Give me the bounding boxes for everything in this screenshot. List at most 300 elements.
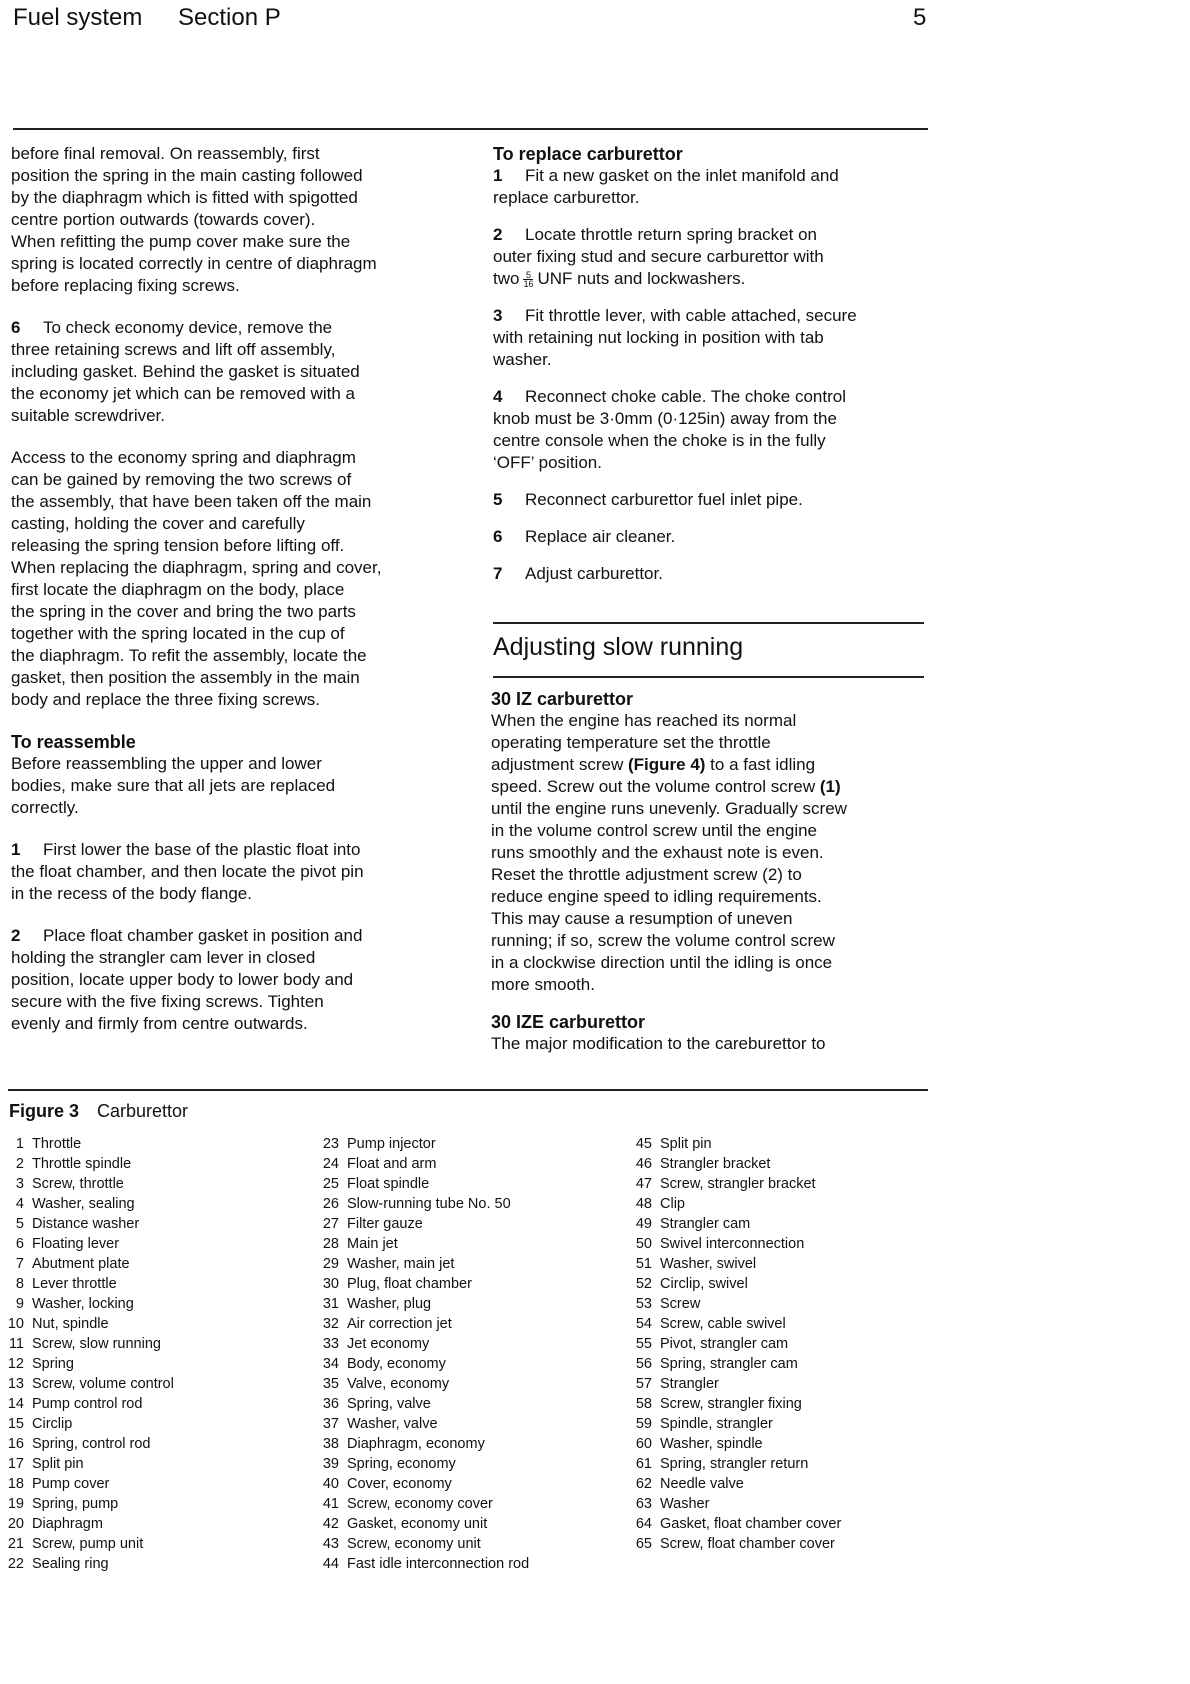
paragraph bbox=[493, 526, 923, 548]
part-number: 34 bbox=[322, 1356, 339, 1372]
text-segment: centre portion outwards (towards cover). bbox=[11, 210, 316, 229]
text-segment: Place float chamber gasket in position and bbox=[43, 926, 363, 945]
text-segment: adjustment screw bbox=[491, 755, 628, 774]
part-name: Washer, spindle bbox=[660, 1436, 763, 1452]
subheading: To reassemble bbox=[11, 732, 136, 752]
part-name: Spring, pump bbox=[32, 1496, 119, 1512]
part-name: Sealing ring bbox=[32, 1556, 109, 1572]
part-number: 38 bbox=[322, 1436, 339, 1452]
text-line bbox=[11, 317, 461, 339]
page-number: 5 bbox=[913, 4, 927, 31]
part-number: 41 bbox=[322, 1496, 339, 1512]
text-segment: operating temperature set the throttle bbox=[491, 733, 771, 752]
text-line bbox=[11, 753, 461, 775]
part-number: 16 bbox=[7, 1436, 24, 1452]
text-line bbox=[11, 557, 461, 579]
text-line bbox=[11, 165, 461, 187]
text-segment: (Figure 4) bbox=[628, 755, 706, 774]
parts-list-item bbox=[315, 1294, 529, 1314]
part-name: Washer, swivel bbox=[660, 1256, 757, 1272]
text-segment: knob must be 3·0mm (0·125in) away from the bbox=[493, 409, 837, 428]
part-number: 57 bbox=[635, 1376, 652, 1392]
part-name: Split pin bbox=[660, 1136, 712, 1152]
step-number: 1 bbox=[11, 840, 21, 859]
text-segment: two bbox=[493, 269, 520, 288]
part-number: 19 bbox=[7, 1496, 24, 1512]
parts-list-item bbox=[628, 1214, 841, 1234]
parts-list-item bbox=[0, 1194, 174, 1214]
part-number: 39 bbox=[322, 1456, 339, 1472]
text-line bbox=[491, 754, 923, 776]
part-number: 6 bbox=[15, 1236, 24, 1252]
parts-list-item bbox=[315, 1454, 529, 1474]
part-name: Lever throttle bbox=[32, 1276, 117, 1292]
parts-list-column-3 bbox=[628, 1134, 841, 1554]
part-name: Pump injector bbox=[347, 1136, 436, 1152]
fraction bbox=[523, 271, 533, 288]
part-name: Washer, valve bbox=[347, 1416, 438, 1432]
parts-list-item bbox=[315, 1434, 529, 1454]
text-segment: to a fast idling bbox=[705, 755, 816, 774]
part-name: Washer, locking bbox=[32, 1296, 134, 1312]
paragraph bbox=[493, 563, 923, 585]
section-rule-bottom bbox=[493, 676, 924, 678]
parts-list-item bbox=[0, 1314, 174, 1334]
paragraph bbox=[491, 688, 923, 996]
parts-list-item bbox=[628, 1314, 841, 1334]
part-name: Strangler cam bbox=[660, 1216, 751, 1232]
text-line bbox=[11, 143, 461, 165]
parts-list-item bbox=[0, 1414, 174, 1434]
part-number: 23 bbox=[322, 1136, 339, 1152]
text-segment: body and replace the three fixing screws. bbox=[11, 690, 321, 709]
parts-list-item bbox=[628, 1394, 841, 1414]
part-name: Circlip bbox=[32, 1416, 73, 1432]
text-line bbox=[11, 667, 461, 689]
part-number: 47 bbox=[635, 1176, 652, 1192]
text-line bbox=[11, 861, 461, 883]
text-segment: first locate the diaphragm on the body, place bbox=[11, 580, 345, 599]
text-segment: correctly. bbox=[11, 798, 79, 817]
parts-list-item bbox=[315, 1214, 529, 1234]
text-segment: until the engine runs unevenly. Gradually screw bbox=[491, 799, 847, 818]
text-line bbox=[11, 361, 461, 383]
parts-list-item bbox=[0, 1214, 174, 1234]
part-number: 51 bbox=[635, 1256, 652, 1272]
parts-list-item bbox=[0, 1554, 174, 1574]
paragraph bbox=[11, 925, 461, 1035]
text-segment: holding the strangler cam lever in closed bbox=[11, 948, 316, 967]
parts-list-item bbox=[315, 1414, 529, 1434]
text-line bbox=[493, 349, 923, 371]
parts-list-item bbox=[628, 1274, 841, 1294]
parts-list-item bbox=[0, 1134, 174, 1154]
part-name: Screw, strangler fixing bbox=[660, 1396, 802, 1412]
part-name: Spring, strangler cam bbox=[660, 1356, 798, 1372]
text-line bbox=[493, 187, 923, 209]
part-number: 13 bbox=[7, 1376, 24, 1392]
part-name: Screw, slow running bbox=[32, 1336, 161, 1352]
parts-list-item bbox=[0, 1334, 174, 1354]
part-number: 7 bbox=[15, 1256, 24, 1272]
part-name: Screw, float chamber cover bbox=[660, 1536, 835, 1552]
part-number: 9 bbox=[15, 1296, 24, 1312]
part-name: Pump cover bbox=[32, 1476, 110, 1492]
parts-list-item bbox=[315, 1474, 529, 1494]
text-segment: Reconnect carburettor fuel inlet pipe. bbox=[525, 490, 803, 509]
text-segment: Reconnect choke cable. The choke control bbox=[525, 387, 846, 406]
text-segment: runs smoothly and the exhaust note is even. bbox=[491, 843, 824, 862]
part-name: Washer, sealing bbox=[32, 1196, 135, 1212]
parts-list-item bbox=[315, 1154, 529, 1174]
part-name: Pivot, strangler cam bbox=[660, 1336, 789, 1352]
text-segment: more smooth. bbox=[491, 975, 595, 994]
parts-list-item bbox=[628, 1414, 841, 1434]
text-segment: This may cause a resumption of uneven bbox=[491, 909, 793, 928]
paragraph bbox=[493, 489, 923, 511]
text-line bbox=[491, 710, 923, 732]
text-segment: evenly and firmly from centre outwards. bbox=[11, 1014, 308, 1033]
parts-list-item bbox=[628, 1374, 841, 1394]
text-line bbox=[11, 883, 461, 905]
part-name: Diaphragm, economy bbox=[347, 1436, 485, 1452]
text-segment: the assembly, that have been taken off the main bbox=[11, 492, 372, 511]
text-segment: including gasket. Behind the gasket is situated bbox=[11, 362, 360, 381]
part-name: Floating lever bbox=[32, 1236, 120, 1252]
parts-list-item bbox=[0, 1454, 174, 1474]
part-number: 54 bbox=[635, 1316, 652, 1332]
text-segment: position the spring in the main casting followed bbox=[11, 166, 363, 185]
part-name: Body, economy bbox=[347, 1356, 446, 1372]
text-segment: the diaphragm. To refit the assembly, locate the bbox=[11, 646, 367, 665]
text-segment: three retaining screws and lift off assembly, bbox=[11, 340, 336, 359]
part-number: 62 bbox=[635, 1476, 652, 1492]
part-number: 28 bbox=[322, 1236, 339, 1252]
part-name: Throttle spindle bbox=[32, 1156, 132, 1172]
parts-list-item bbox=[0, 1514, 174, 1534]
text-line bbox=[11, 513, 461, 535]
paragraph bbox=[493, 143, 923, 209]
text-segment: Before reassembling the upper and lower bbox=[11, 754, 322, 773]
parts-list-item bbox=[628, 1454, 841, 1474]
part-name: Swivel interconnection bbox=[660, 1236, 805, 1252]
step-number: 3 bbox=[493, 306, 503, 325]
parts-list-item bbox=[628, 1134, 841, 1154]
paragraph bbox=[493, 386, 923, 474]
part-number: 26 bbox=[322, 1196, 339, 1212]
part-name: Screw, cable swivel bbox=[660, 1316, 786, 1332]
step-number: 7 bbox=[493, 564, 503, 583]
parts-list-item bbox=[628, 1154, 841, 1174]
text-line bbox=[491, 732, 923, 754]
text-segment: The major modification to the careburettor to bbox=[491, 1034, 826, 1053]
parts-list-item bbox=[628, 1174, 841, 1194]
text-line bbox=[11, 797, 461, 819]
text-segment: before replacing fixing screws. bbox=[11, 276, 240, 295]
part-name: Air correction jet bbox=[347, 1316, 452, 1332]
parts-list-item bbox=[315, 1274, 529, 1294]
parts-list-item bbox=[315, 1254, 529, 1274]
text-segment: When replacing the diaphragm, spring and cover, bbox=[11, 558, 382, 577]
part-number: 24 bbox=[322, 1156, 339, 1172]
part-name: Abutment plate bbox=[32, 1256, 130, 1272]
parts-list-item bbox=[628, 1514, 841, 1534]
part-number: 22 bbox=[7, 1556, 24, 1572]
parts-list-item bbox=[315, 1374, 529, 1394]
right-column bbox=[493, 143, 923, 600]
part-name: Slow-running tube No. 50 bbox=[347, 1196, 511, 1212]
part-number: 53 bbox=[635, 1296, 652, 1312]
text-line bbox=[493, 224, 923, 246]
step-number: 2 bbox=[11, 926, 21, 945]
text-line bbox=[11, 839, 461, 861]
text-segment: casting, holding the cover and carefully bbox=[11, 514, 305, 533]
part-number: 48 bbox=[635, 1196, 652, 1212]
right-column-continued bbox=[491, 688, 923, 1070]
text-line bbox=[11, 253, 461, 275]
part-name: Spring, strangler return bbox=[660, 1456, 809, 1472]
part-name: Circlip, swivel bbox=[660, 1276, 748, 1292]
parts-list-item bbox=[628, 1334, 841, 1354]
part-number: 55 bbox=[635, 1336, 652, 1352]
text-line bbox=[493, 268, 923, 290]
parts-list-item bbox=[315, 1554, 529, 1574]
figure-rule bbox=[8, 1089, 928, 1091]
part-number: 52 bbox=[635, 1276, 652, 1292]
part-name: Gasket, float chamber cover bbox=[660, 1516, 842, 1532]
text-segment: (1) bbox=[819, 777, 841, 796]
part-number: 65 bbox=[635, 1536, 652, 1552]
text-segment: by the diaphragm which is fitted with spigotted bbox=[11, 188, 358, 207]
part-number: 56 bbox=[635, 1356, 652, 1372]
text-segment: To check economy device, remove the bbox=[43, 318, 333, 337]
part-number: 33 bbox=[322, 1336, 339, 1352]
part-name: Fast idle interconnection rod bbox=[347, 1556, 530, 1572]
part-number: 10 bbox=[7, 1316, 24, 1332]
figure-caption bbox=[9, 1101, 188, 1122]
parts-list-item bbox=[0, 1294, 174, 1314]
text-segment: releasing the spring tension before lifting off. bbox=[11, 536, 345, 555]
part-name: Spring, valve bbox=[347, 1396, 431, 1412]
part-number: 49 bbox=[635, 1216, 652, 1232]
paragraph bbox=[11, 317, 461, 427]
text-line bbox=[491, 798, 923, 820]
numerator: 5 bbox=[523, 271, 533, 280]
section-heading: Adjusting slow running bbox=[493, 633, 744, 661]
text-segment: in the volume control screw until the engine bbox=[491, 821, 818, 840]
part-number: 64 bbox=[635, 1516, 652, 1532]
text-segment: Access to the economy spring and diaphragm bbox=[11, 448, 356, 467]
step-number: 2 bbox=[493, 225, 503, 244]
text-line bbox=[11, 383, 461, 405]
text-segment: gasket, then position the assembly in the main bbox=[11, 668, 360, 687]
part-number: 43 bbox=[322, 1536, 339, 1552]
parts-list-item bbox=[315, 1354, 529, 1374]
parts-list-item bbox=[0, 1234, 174, 1254]
parts-list-item bbox=[315, 1394, 529, 1414]
part-name: Nut, spindle bbox=[32, 1316, 109, 1332]
text-segment: washer. bbox=[493, 350, 552, 369]
text-line bbox=[493, 489, 923, 511]
text-segment: reduce engine speed to idling requirements. bbox=[491, 887, 822, 906]
text-segment: First lower the base of the plastic float into bbox=[43, 840, 361, 859]
text-segment: Locate throttle return spring bracket on bbox=[525, 225, 817, 244]
parts-list-item bbox=[0, 1354, 174, 1374]
text-line bbox=[491, 820, 923, 842]
text-segment: the spring in the cover and bring the two parts bbox=[11, 602, 356, 621]
text-line bbox=[11, 405, 461, 427]
part-name: Main jet bbox=[347, 1236, 398, 1252]
part-number: 46 bbox=[635, 1156, 652, 1172]
part-number: 20 bbox=[7, 1516, 24, 1532]
parts-list-item bbox=[0, 1434, 174, 1454]
text-line bbox=[11, 645, 461, 667]
text-line bbox=[493, 563, 923, 585]
text-segment: in a clockwise direction until the idling is once bbox=[491, 953, 833, 972]
part-number: 35 bbox=[322, 1376, 339, 1392]
part-number: 37 bbox=[322, 1416, 339, 1432]
part-name: Plug, float chamber bbox=[347, 1276, 472, 1292]
text-line bbox=[11, 601, 461, 623]
text-line bbox=[493, 246, 923, 268]
part-name: Strangler bbox=[660, 1376, 719, 1392]
part-name: Throttle bbox=[32, 1136, 82, 1152]
parts-list-item bbox=[0, 1474, 174, 1494]
part-number: 40 bbox=[322, 1476, 339, 1492]
text-line bbox=[11, 925, 461, 947]
text-line bbox=[491, 842, 923, 864]
part-number: 17 bbox=[7, 1456, 24, 1472]
step-number: 4 bbox=[493, 387, 503, 406]
subheading: 30 IZE carburettor bbox=[491, 1012, 646, 1032]
text-line bbox=[11, 231, 461, 253]
part-name: Strangler bracket bbox=[660, 1156, 771, 1172]
text-segment: the economy jet which can be removed with a bbox=[11, 384, 355, 403]
text-line bbox=[11, 535, 461, 557]
parts-list-item bbox=[0, 1254, 174, 1274]
step-number: 1 bbox=[493, 166, 503, 185]
text-line bbox=[493, 452, 923, 474]
text-line bbox=[11, 447, 461, 469]
parts-list-item bbox=[628, 1494, 841, 1514]
part-name: Split pin bbox=[32, 1456, 84, 1472]
text-segment: Fit throttle lever, with cable attached, secure bbox=[525, 306, 857, 325]
text-segment: in the recess of the body flange. bbox=[11, 884, 252, 903]
part-name: Washer, plug bbox=[347, 1296, 432, 1312]
part-number: 3 bbox=[15, 1176, 24, 1192]
part-name: Diaphragm bbox=[32, 1516, 103, 1532]
running-header-section: Section P bbox=[178, 4, 281, 31]
parts-list-item bbox=[315, 1194, 529, 1214]
part-number: 36 bbox=[322, 1396, 339, 1412]
text-segment: Adjust carburettor. bbox=[525, 564, 663, 583]
part-name: Gasket, economy unit bbox=[347, 1516, 488, 1532]
text-line bbox=[491, 864, 923, 886]
part-name: Spindle, strangler bbox=[660, 1416, 773, 1432]
text-line bbox=[493, 165, 923, 187]
parts-list-item bbox=[315, 1174, 529, 1194]
parts-list-item bbox=[315, 1514, 529, 1534]
text-line bbox=[493, 386, 923, 408]
paragraph bbox=[493, 224, 923, 290]
part-name: Spring bbox=[32, 1356, 74, 1372]
part-name: Clip bbox=[660, 1196, 685, 1212]
section-rule-top bbox=[493, 622, 924, 624]
text-segment: position, locate upper body to lower body and bbox=[11, 970, 354, 989]
denominator: 16 bbox=[523, 279, 534, 290]
part-number: 18 bbox=[7, 1476, 24, 1492]
part-number: 42 bbox=[322, 1516, 339, 1532]
part-number: 14 bbox=[7, 1396, 24, 1412]
text-line bbox=[491, 908, 923, 930]
text-segment: bodies, make sure that all jets are replaced bbox=[11, 776, 336, 795]
part-number: 58 bbox=[635, 1396, 652, 1412]
part-name: Spring, economy bbox=[347, 1456, 456, 1472]
step-number: 6 bbox=[493, 527, 503, 546]
text-segment: running; if so, screw the volume control screw bbox=[491, 931, 835, 950]
part-name: Screw, economy unit bbox=[347, 1536, 481, 1552]
text-line bbox=[11, 491, 461, 513]
parts-list-item bbox=[0, 1274, 174, 1294]
parts-list-item bbox=[315, 1334, 529, 1354]
text-line bbox=[11, 1013, 461, 1035]
parts-list-item bbox=[628, 1434, 841, 1454]
figure-title: Carburettor bbox=[97, 1101, 189, 1121]
text-line bbox=[491, 952, 923, 974]
paragraph bbox=[493, 305, 923, 371]
text-segment: Reset the throttle adjustment screw (2) to bbox=[491, 865, 802, 884]
text-line bbox=[11, 689, 461, 711]
part-number: 31 bbox=[322, 1296, 339, 1312]
parts-list-item bbox=[315, 1134, 529, 1154]
part-name: Jet economy bbox=[347, 1336, 430, 1352]
text-line bbox=[11, 775, 461, 797]
part-name: Distance washer bbox=[32, 1216, 140, 1232]
parts-list-column-2 bbox=[315, 1134, 529, 1574]
paragraph bbox=[11, 143, 461, 297]
part-number: 27 bbox=[322, 1216, 339, 1232]
parts-list-item bbox=[0, 1174, 174, 1194]
part-name: Screw, volume control bbox=[32, 1376, 174, 1392]
text-line bbox=[11, 469, 461, 491]
part-name: Needle valve bbox=[660, 1476, 744, 1492]
paragraph bbox=[11, 839, 461, 905]
text-line bbox=[491, 886, 923, 908]
text-line bbox=[491, 776, 923, 798]
part-number: 21 bbox=[7, 1536, 24, 1552]
part-name: Float spindle bbox=[347, 1176, 430, 1192]
running-header-title: Fuel system bbox=[13, 4, 143, 31]
parts-list-item bbox=[628, 1194, 841, 1214]
text-segment: Fit a new gasket on the inlet manifold and bbox=[525, 166, 839, 185]
part-name: Screw, strangler bracket bbox=[660, 1176, 816, 1192]
text-line bbox=[11, 991, 461, 1013]
parts-list-item bbox=[0, 1154, 174, 1174]
step-number: 5 bbox=[493, 490, 503, 509]
part-number: 60 bbox=[635, 1436, 652, 1452]
part-number: 30 bbox=[322, 1276, 339, 1292]
part-number: 5 bbox=[15, 1216, 24, 1232]
part-number: 29 bbox=[322, 1256, 339, 1272]
part-number: 63 bbox=[635, 1496, 652, 1512]
text-line bbox=[491, 930, 923, 952]
text-segment: the float chamber, and then locate the pivot pin bbox=[11, 862, 364, 881]
part-name: Float and arm bbox=[347, 1156, 437, 1172]
part-number: 61 bbox=[635, 1456, 652, 1472]
text-segment: with retaining nut locking in position with tab bbox=[493, 328, 824, 347]
text-segment: can be gained by removing the two screws of bbox=[11, 470, 352, 489]
text-line bbox=[11, 623, 461, 645]
